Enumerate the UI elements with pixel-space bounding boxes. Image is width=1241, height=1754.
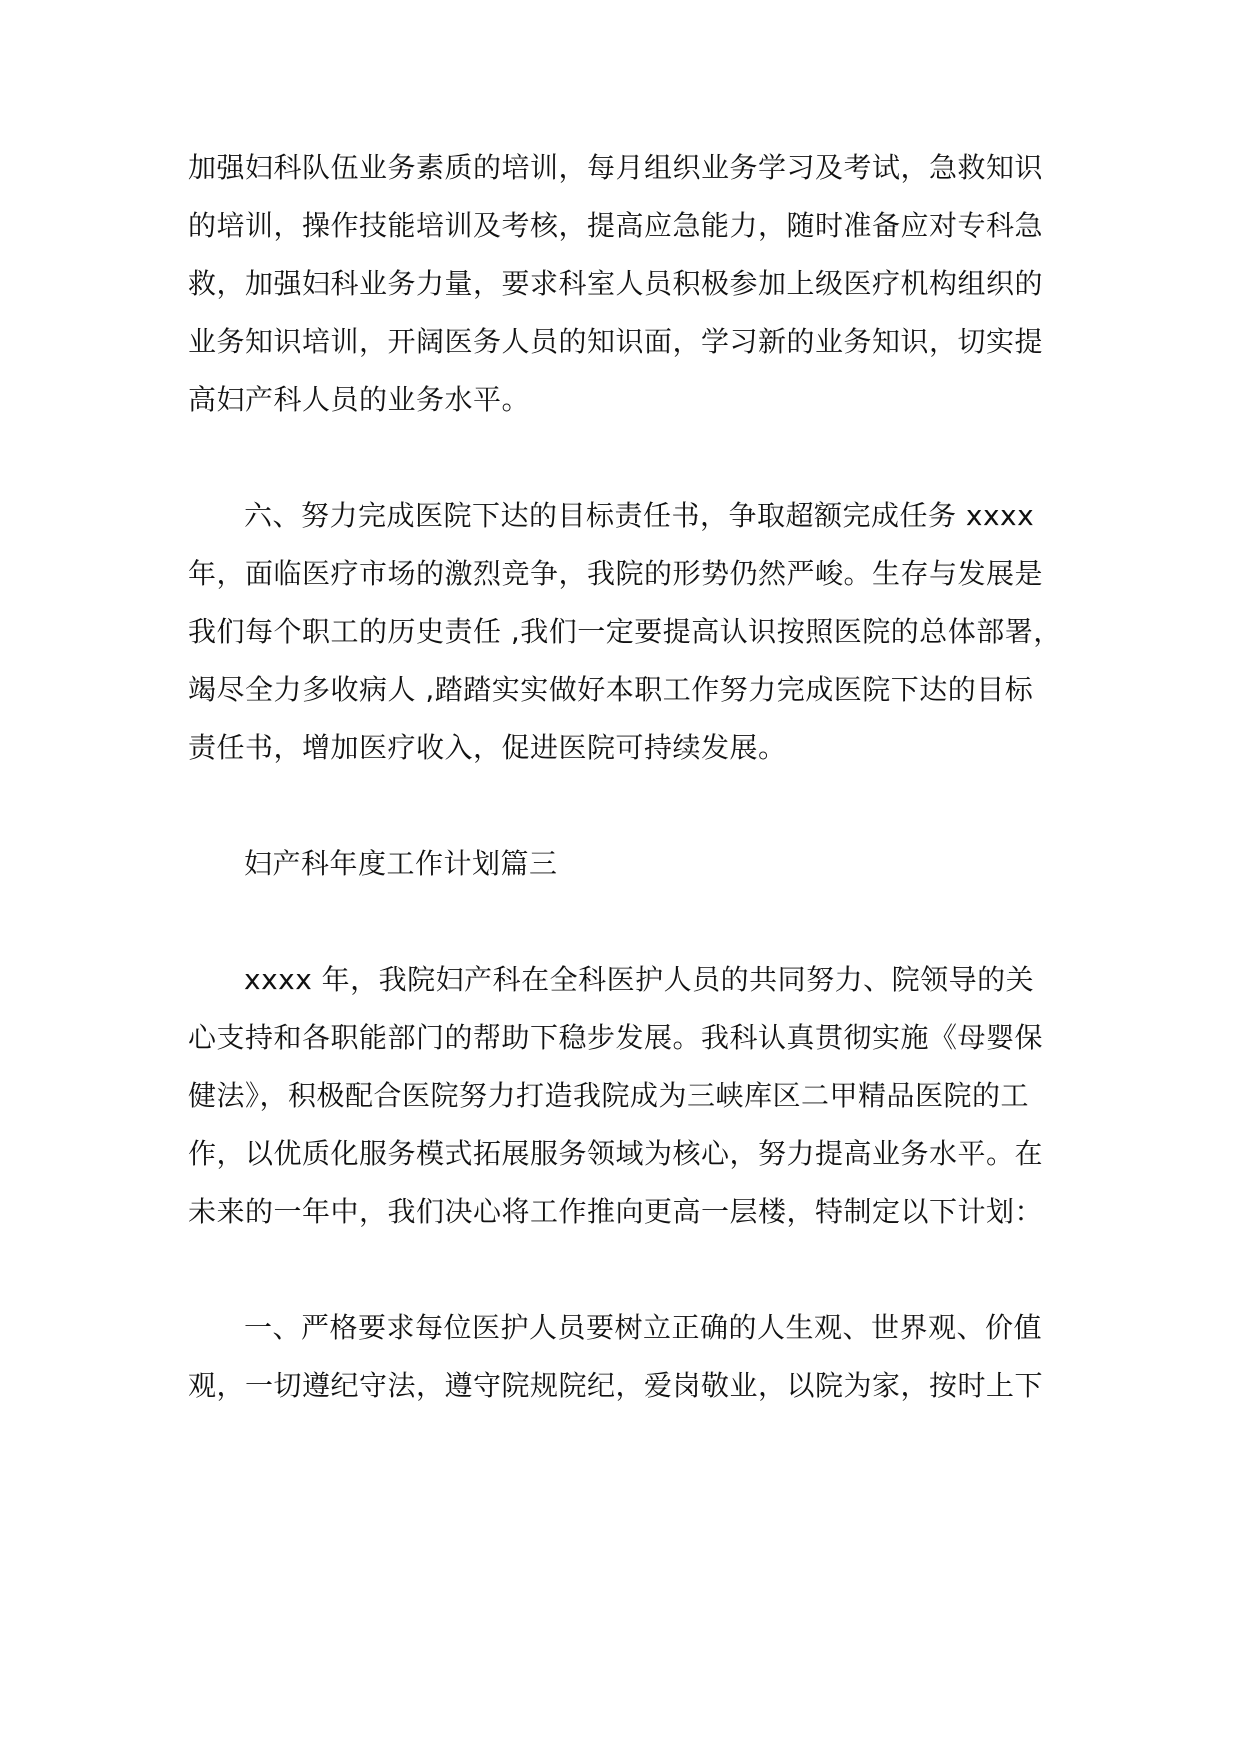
text-line: 六、努力完成医院下达的目标责任书，争取超额完成任务 xxxx [244, 499, 1035, 532]
text-line: 作，以优质化服务模式拓展服务领域为核心，努力提高业务水平。在 [188, 1137, 1044, 1170]
text-line: 的培训，操作技能培训及考核，提高应急能力，随时准备应对专科急 [188, 209, 1044, 242]
text-line: 心支持和各职能部门的帮助下稳步发展。我科认真贯彻实施《母婴保 [188, 1021, 1044, 1054]
text-line: 责任书，增加医疗收入，促进医院可持续发展。 [188, 731, 787, 764]
text-line: 业务知识培训，开阔医务人员的知识面，学习新的业务知识，切实提 [188, 325, 1044, 358]
text-line: 我们每个职工的历史责任 ,我们一定要提高认识按照医院的总体部署， [188, 615, 1062, 648]
text-line: 未来的一年中，我们决心将工作推向更高一层楼，特制定以下计划： [188, 1195, 1044, 1228]
text-line: 竭尽全力多收病人 ,踏踏实实做好本职工作努力完成医院下达的目标 [188, 673, 1034, 706]
text-line: 救，加强妇科业务力量，要求科室人员积极参加上级医疗机构组织的 [188, 267, 1044, 300]
text-line: 加强妇科队伍业务素质的培训，每月组织业务学习及考试，急救知识 [188, 151, 1044, 184]
text-line: 健法》，积极配合医院努力打造我院成为三峡库区二甲精品医院的工 [188, 1079, 1030, 1112]
text-line: 年，面临医疗市场的激烈竞争，我院的形势仍然严峻。生存与发展是 [188, 557, 1044, 590]
text-line: 观，一切遵纪守法，遵守院规院纪，爱岗敬业，以院为家，按时上下 [188, 1369, 1044, 1402]
section-title: 妇产科年度工作计划篇三 [244, 847, 558, 880]
text-line: 一、严格要求每位医护人员要树立正确的人生观、世界观、价值 [244, 1311, 1043, 1344]
text-line: 高妇产科人员的业务水平。 [188, 383, 531, 416]
text-line: xxxx 年，我院妇产科在全科医护人员的共同努力、院领导的关 [244, 963, 1035, 996]
